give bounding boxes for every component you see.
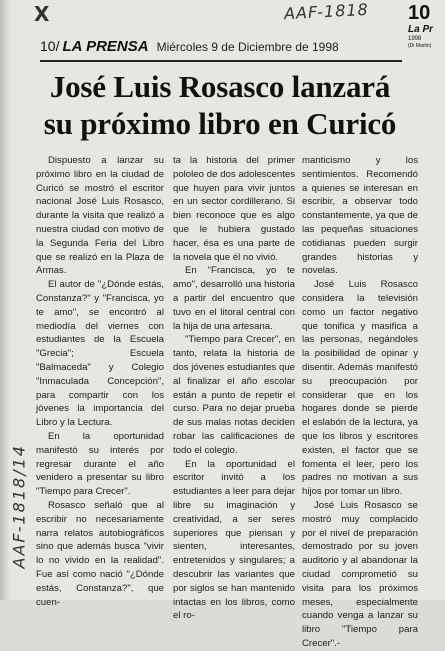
paragraph: En la oportunidad manifestó su interés por regresar durante el año venidero a presentar su libro "Tiempo para Crecer". [36,430,164,498]
corner-paper-name: La Pr [408,24,434,35]
paragraph: En "Francisca, yo te amo", desarrolló una historia a partir del encuentro que tuvo en el litoral central con la hija de una artesana. [173,265,295,332]
corner-number: 10 [408,2,431,24]
corner-year: 1998 [408,36,422,42]
paragraph: ta la historia del primer pololeo de dos adolescentes que huyen para vivir juntos en un sector cordillerano. Si bien reconoce que es algo que le hubiera gustado hacer, ésa es una parte de la novela que él no vivió. [173,155,295,263]
handwritten-archive-code: AAF-1818 [283,0,370,24]
newspaper-masthead [40,38,402,62]
paragraph: En la oportunidad el escritor invitó a los estudiantes a leer para dejar libre su imaginación y creatividad, a ser seres superiores que piensan y sienten, interesantes, entretenidos y singulares; a descubrir las variantes que por siglos se han mantenido intactas en los libros, como el ro- [173,458,295,622]
handwritten-side-note [2,378,32,568]
headline-line-2: su próximo libro en Curicó [43,106,397,141]
article-column-2 [173,154,295,622]
paragraph: Dispuesto a lanzar su próximo libro en la ciudad de Curicó se mostró el escritor nacional José Luis Rosasco, durante la visita que realizó a nuestra ciudad con motivo de la Segunda Feria del Libro que se realizó en la Plaza de Armas. [36,155,164,277]
article-column-1 [36,154,164,608]
adjacent-clipping-corner [408,2,445,64]
page-number: 10/ [40,38,60,54]
headline-line-1: José Luis Rosasco lanzará [49,69,391,104]
article-headline [20,68,420,142]
publication-date: Miércoles 9 de Diciembre de 1998 [156,40,339,54]
paragraph: "Tiempo para Crecer", en tanto, relata la historia de dos jóvenes estudiantes que al finalizar el año escolar están a punto de repetir el curso. Para no dejar prueba de sus malas notas deciden robar las calificaciones de todo el colegio. [173,334,295,456]
paragraph: manticismo y los sentimientos. Recomendó a quienes se interesan en escribir, a observar todo constantemente, ya que de las pequeñas situaciones cotidianas pueden surgir grandes historias y novelas. [302,155,418,277]
paragraph: José Luis Rosasco se mostró muy complacido por el nivel de preparación demostrado por su joven auditorio y al abandonar la ciudad comprometió su visita para los próximos meses, especialmente cuando venga a lanzar su libro "Tiempo para Crecer".- [302,499,418,649]
paragraph: El autor de "¿Dónde estás, Constanza?" y "Francisca, yo te amo", se encontró al mediodía del viernes con estudiantes de la Escuela "Grecia"; Escuela "Balmaceda" y Colegio "Inmaculada Concepción", para compartir con los jóvenes la importancia del Libro y la Lectura. [36,279,164,429]
paragraph: Rosasco señaló que al escribir no necesariamente narra relatos autobiográficos sino que además busca "vivir lo no vivido en la realidad". Fue así como nació "¿Dónde estás, Constanza?", que cuen- [36,499,164,608]
handwritten-x-mark: X [34,2,50,26]
handwritten-side-text: AAF-1818/14 [9,444,29,569]
paragraph: José Luis Rosasco considera la televisión como un factor negativo que tonifica y masifica a las personas, negándoles la posibilidad de opinar y disentir. Además manifestó su preocupación por considerar que en los hogares donde se pierde el eslabón de la lectura, ya que los libros y escritores existen, el factor que se fomenta el leer, pero los padres no motivan a sus hijos por tomar un libro. [302,279,418,498]
article-column-3 [302,154,418,649]
corner-subtitle: (Di Martin) [408,43,432,49]
newspaper-name: LA PRENSA [62,38,149,55]
